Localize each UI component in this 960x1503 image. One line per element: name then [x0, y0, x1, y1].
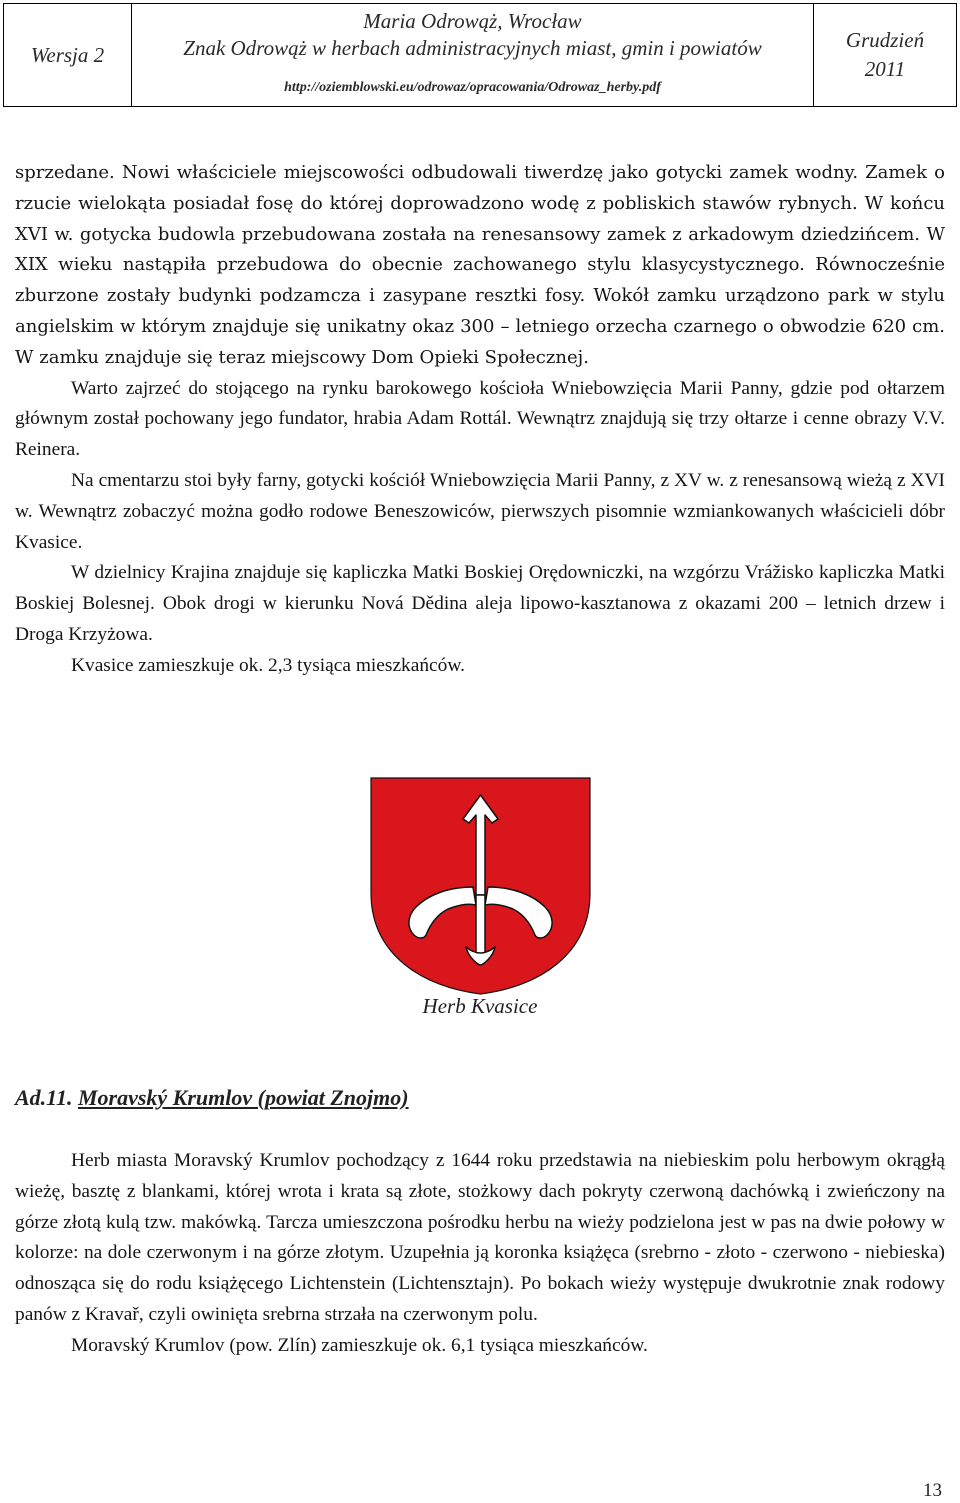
header-month: Grudzień [845, 28, 925, 52]
header-title: Znak Odrowąż w herbach administracyjnych miast, gmin i powiatów [183, 36, 762, 60]
page-number: 13 [923, 1480, 942, 1501]
section-heading [15, 1085, 409, 1111]
section-paragraph-1: Herb miasta Moravský Krumlov pochodzący z 1644 roku przedstawia na niebieskim polu herbowym okrągłą wieżę, basztę z blankami, której wrota i krata są złote, stożkowy dach pokryty czerwoną dachówką i zwieńczony na górze złotą kulą tzw. makówką. Tarcza umieszczona pośrodku herbu na wieży podzielona jest w pas na dwie połowy w kolorze: na dole czerwonym i na górze złotym. Uzupełnia ją koronka książęca (srebrno - złoto - czerwono - niebieska) odnosząca się do rodu książęcego Lichtenstein (Lichtensztajn). Po bokach wieży występuje dwukrotnie znak rodowy panów z Kravař, czyli owinięta srebrna strzała na czerwonym polu. [15, 1150, 945, 1325]
header-version: Wersja 2 [4, 4, 132, 106]
paragraph-4: W dzielnicy Krajina znajduje się kapliczka Matki Boskiej Orędowniczki, na wzgórzu Vrážisko kapliczka Matki Boskiej Bolesnej. Obok drogi w kierunku Nová Dědina aleja lipowo-kasztanowa z okazami 200 – letnich drzew i Droga Krzyżowa. [15, 562, 945, 645]
section-number: Ad.11. [15, 1085, 73, 1110]
paragraph-1: sprzedane. Nowi właściciele miejscowości odbudowali tiwerdzę jako gotycki zamek wodny. Zamek o rzucie wielokąta posiadał fosę do której doprowadzono wodę z pobliskich stawów rybnych. W końcu XVI w. gotycka budowla przebudowana została na renesansowy zamek z arkadowym dziedzińcem. W XIX wieku nastąpiła przebudowa do obecnie zachowanego stylu klasycystycznego. Równocześnie zburzone zostały budynki podzamcza i zasypane resztki fosy. Wokół zamku urządzono park w stylu angielskim w którym znajduje się unikatny okaz 300 – letniego orzecha czarnego o obwodzie 620 cm. W zamku znajduje się teraz miejscowy Dom Opieki Społecznej. [15, 162, 945, 368]
paragraph-2: Warto zajrzeć do stojącego na rynku barokowego kościoła Wniebowzięcia Marii Panny, gdzie pod ołtarzem głównym został pochowany jego fundator, hrabia Adam Rottál. Wewnątrz znajdują się trzy ołtarze i cenne obrazy V.V. Reinera. [15, 377, 945, 461]
section-body [15, 1146, 945, 1362]
coat-of-arms-image [368, 775, 593, 997]
section-title: Moravský Krumlov (powiat Znojmo) [77, 1085, 409, 1110]
body-text [15, 158, 945, 682]
header-date [814, 4, 956, 106]
header-center [132, 4, 814, 106]
paragraph-5: Kvasice zamieszkuje ok. 2,3 tysiąca mieszkańców. [71, 654, 465, 676]
page-header [3, 3, 957, 107]
header-url[interactable]: http://oziemblowski.eu/odrowaz/opracowania/Odrowaz_herby.pdf [284, 80, 661, 95]
section-paragraph-2: Moravský Krumlov (pow. Zlín) zamieszkuje ok. 6,1 tysiąca mieszkańców. [71, 1334, 648, 1356]
header-author: Maria Odrowąż, Wrocław [363, 9, 582, 33]
paragraph-3: Na cmentarzu stoi były farny, gotycki kościół Wniebowzięcia Marii Panny, z XV w. z renesansową wieżą z XVI w. Wewnątrz zobaczyć można godło rodowe Beneszowiców, pierwszych pisomnie wzmiankowanych właścicieli dóbr Kvasice. [15, 469, 945, 553]
figure-caption: Herb Kvasice [422, 994, 538, 1018]
coat-of-arms-kvasice [368, 775, 593, 997]
header-year: 2011 [864, 57, 906, 81]
